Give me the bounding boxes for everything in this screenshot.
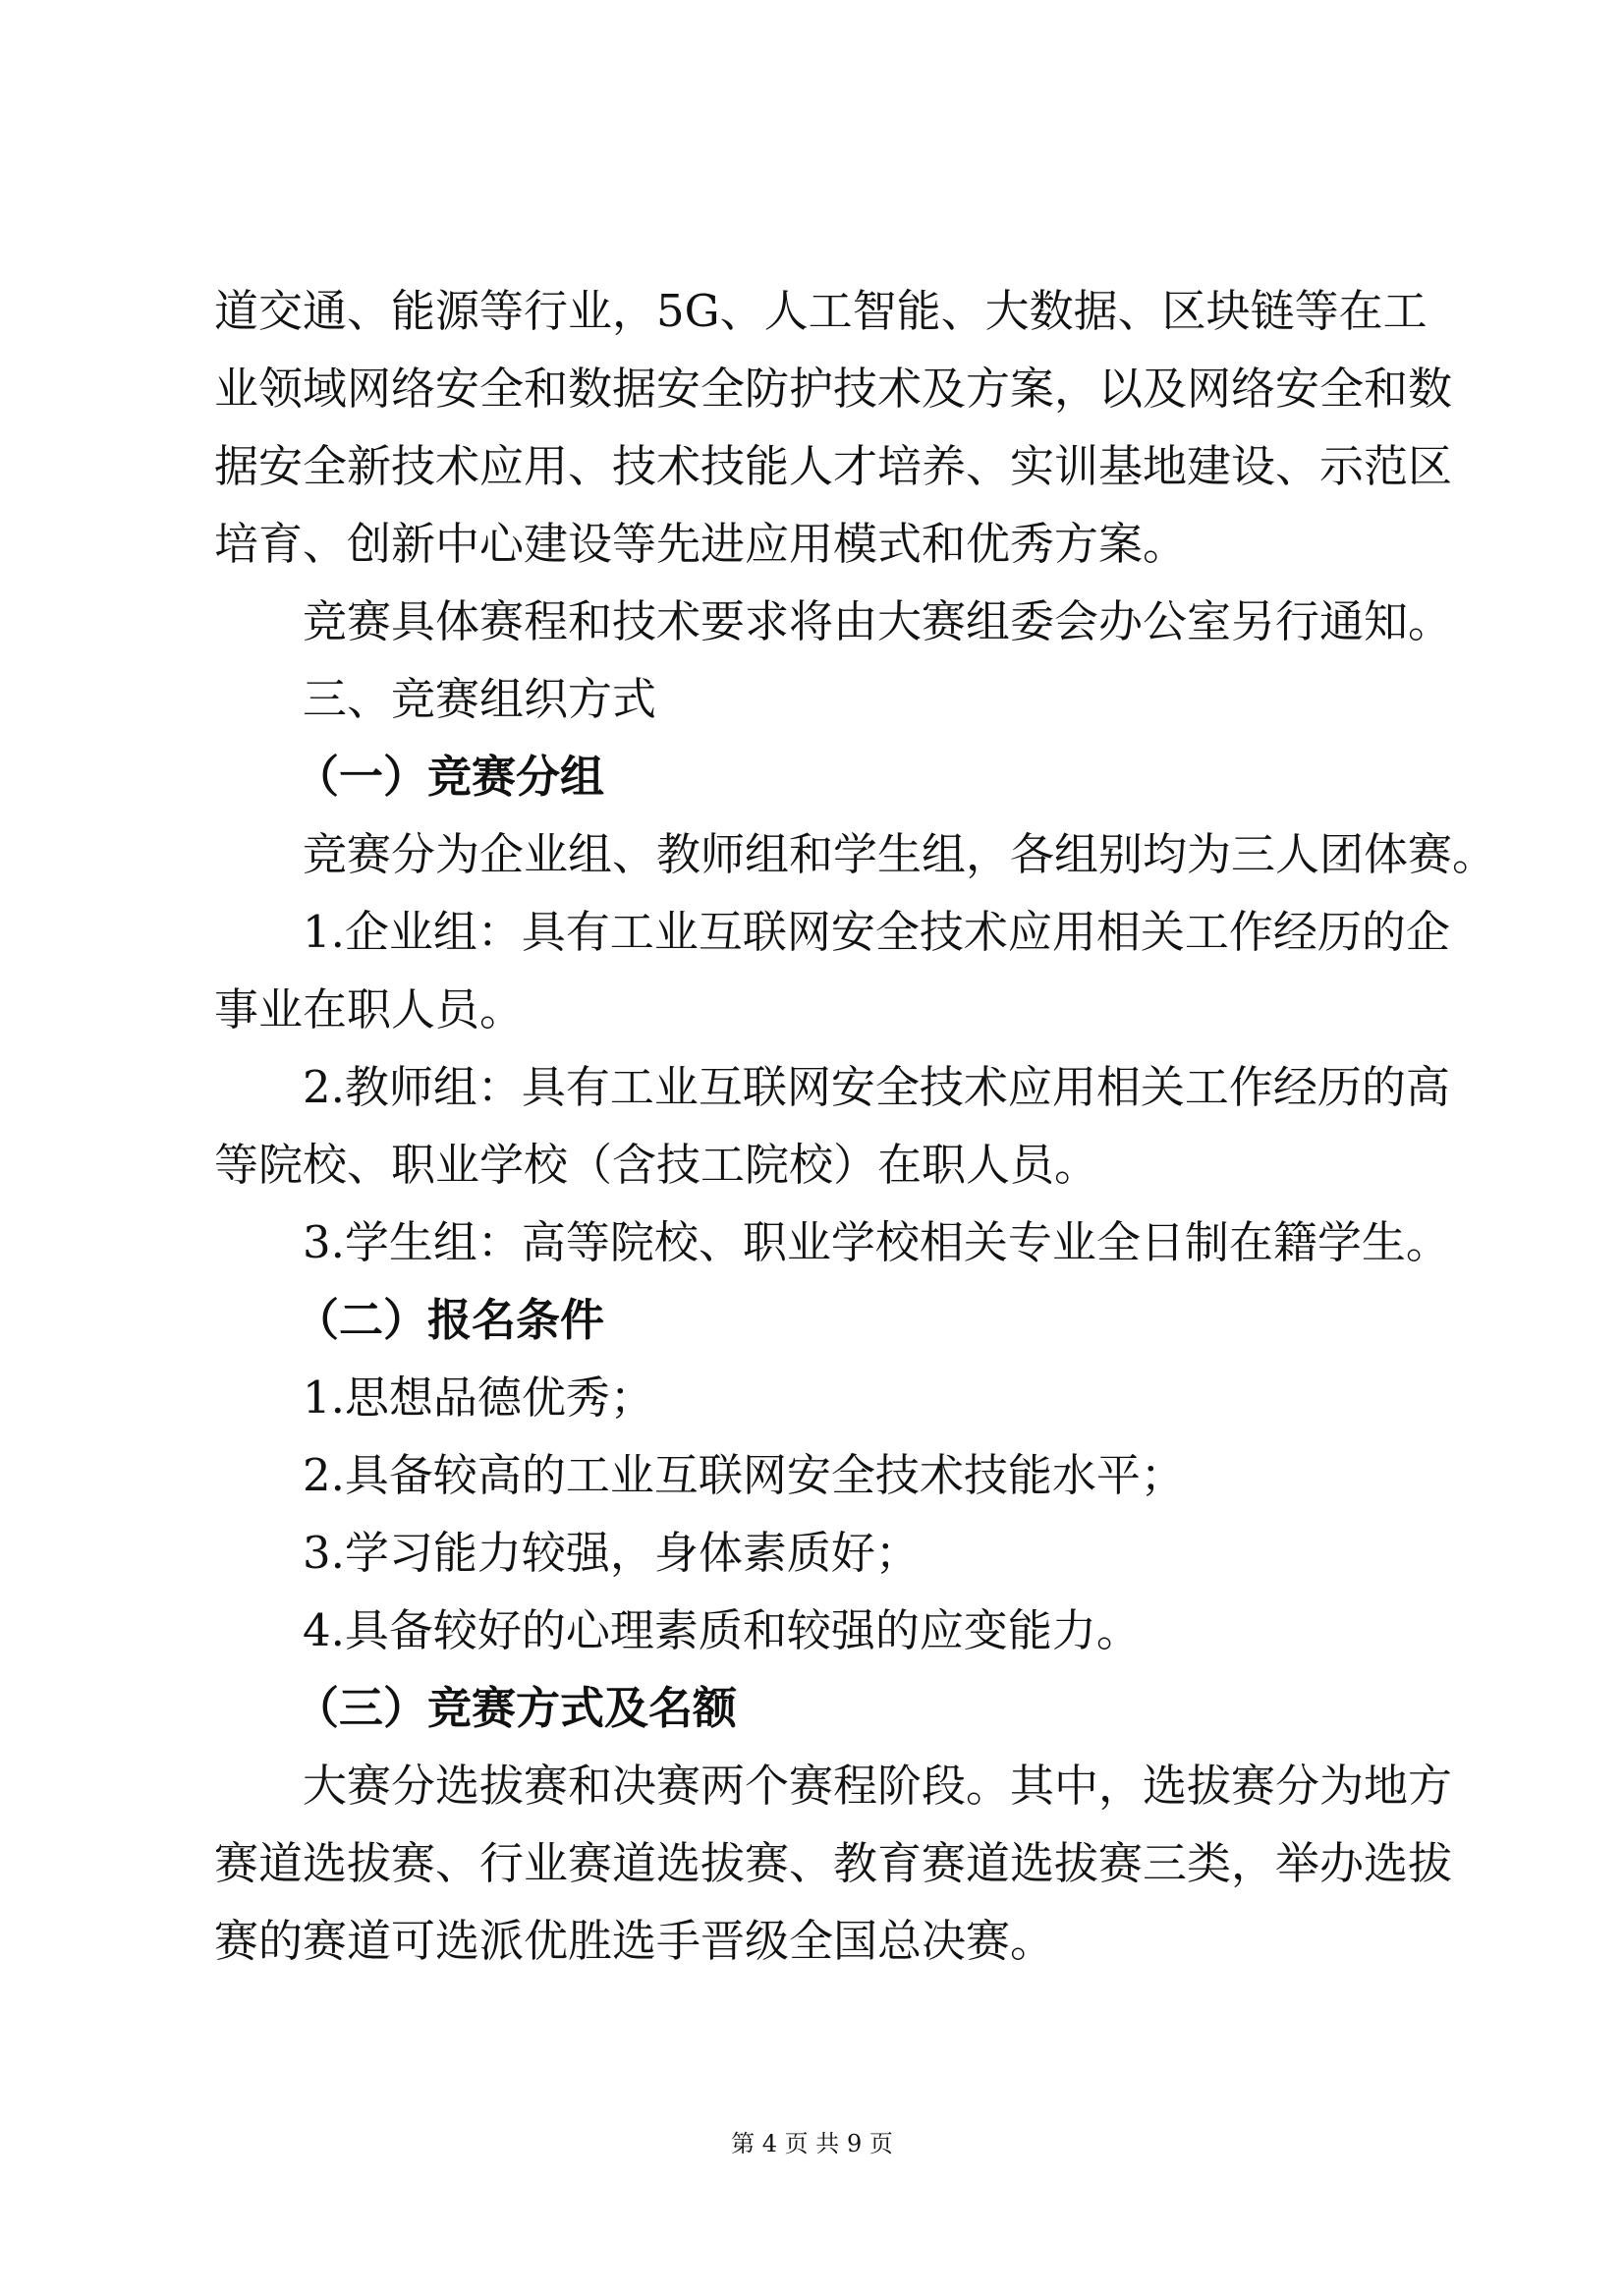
list-item-line: 3.学生组：高等院校、职业学校相关专业全日制在籍学生。 bbox=[303, 1216, 1450, 1268]
paragraph-line: 道交通、能源等行业，5G、人工智能、大数据、区块链等在工 bbox=[214, 285, 1428, 337]
subsection-heading: （二）报名条件 bbox=[295, 1294, 605, 1346]
paragraph-line: 赛的赛道可选派优胜选手晋级全国总决赛。 bbox=[214, 1915, 1055, 1967]
subsection-heading: （三）竞赛方式及名额 bbox=[295, 1682, 738, 1734]
subsection-heading: （一）竞赛分组 bbox=[295, 751, 605, 803]
list-item-line: 3.学习能力较强，身体素质好； bbox=[303, 1527, 920, 1579]
paragraph-line: 培育、创新中心建设等先进应用模式和优秀方案。 bbox=[214, 518, 1188, 570]
paragraph-line: 竞赛具体赛程和技术要求将由大赛组委会办公室另行通知。 bbox=[303, 595, 1453, 647]
paragraph-line: 赛道选拔赛、行业赛道选拔赛、教育赛道选拔赛三类，举办选拔 bbox=[214, 1837, 1453, 1889]
list-item-line: 等院校、职业学校（含技工院校）在职人员。 bbox=[214, 1139, 1099, 1191]
paragraph-line: 业领域网络安全和数据安全防护技术及方案，以及网络安全和数 bbox=[214, 363, 1453, 415]
list-item-line: 2.具备较高的工业互联网安全技术技能水平； bbox=[303, 1449, 1185, 1501]
paragraph-line: 大赛分选拔赛和决赛两个赛程阶段。其中，选拔赛分为地方 bbox=[303, 1760, 1453, 1812]
list-item-line: 事业在职人员。 bbox=[214, 983, 525, 1036]
paragraph-line: 竞赛分为企业组、教师组和学生组，各组别均为三人团体赛。 bbox=[303, 828, 1497, 880]
list-item-line: 2.教师组：具有工业互联网安全技术应用相关工作经历的高 bbox=[303, 1061, 1450, 1113]
section-heading: 三、竞赛组织方式 bbox=[303, 673, 657, 725]
paragraph-line: 据安全新技术应用、技术技能人才培养、实训基地建设、示范区 bbox=[214, 440, 1453, 492]
page-footer: 第 4 页 共 9 页 bbox=[731, 2130, 893, 2157]
list-item-line: 1.企业组：具有工业互联网安全技术应用相关工作经历的企 bbox=[303, 906, 1450, 958]
list-item-line: 4.具备较好的心理素质和较强的应变能力。 bbox=[303, 1604, 1141, 1656]
list-item-line: 1.思想品德优秀； bbox=[303, 1371, 654, 1424]
